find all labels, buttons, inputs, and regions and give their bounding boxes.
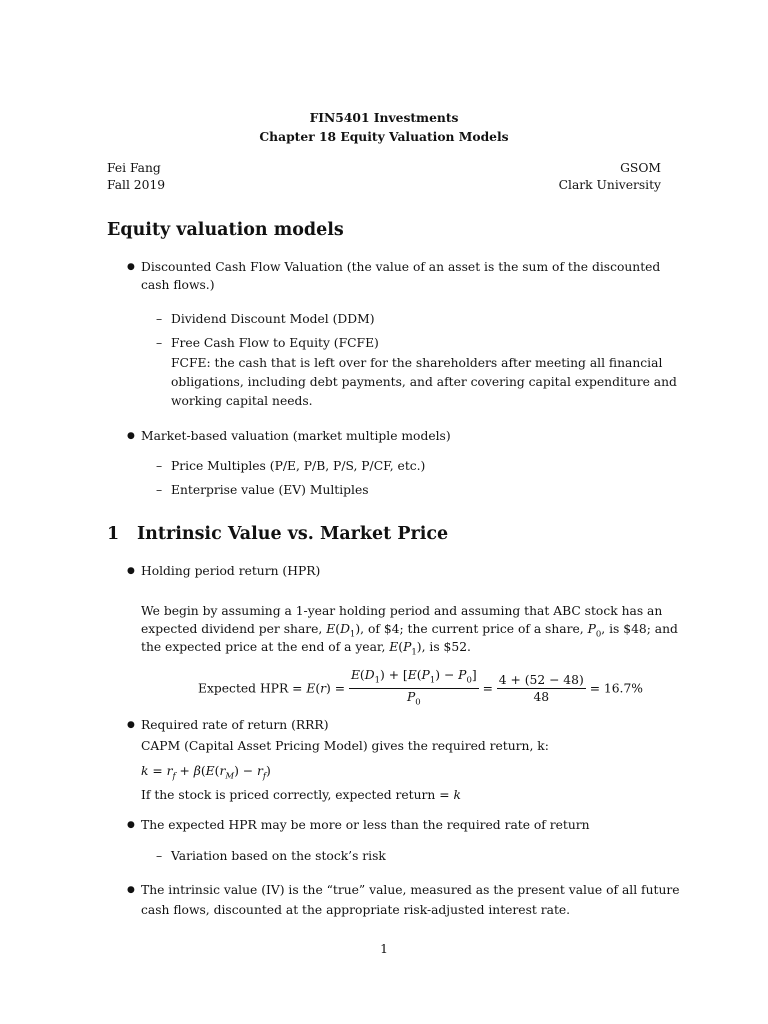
ddm-item: Dividend Discount Model (DDM) [171, 312, 375, 326]
section-heading: Intrinsic Value vs. Market Price [137, 524, 449, 544]
fcfe-definition-line1: FCFE: the cash that is left over for the shareholders after meeting all financial [171, 356, 663, 370]
bullet-icon: ● [127, 262, 135, 272]
bullet-icon: ● [127, 566, 135, 576]
ev-multiples-item: Enterprise value (EV) Multiples [171, 483, 369, 497]
bullet-icon: ● [127, 720, 135, 730]
iv-bullet-line2: cash flows, discounted at the appropriate risk-adjusted interest rate. [141, 903, 571, 917]
section-heading: Equity valuation models [107, 220, 344, 240]
dash-icon: – [156, 336, 163, 350]
university: Clark University [558, 178, 661, 192]
course-title: FIN5401 Investments [309, 110, 459, 125]
capm-line: CAPM (Capital Asset Pricing Model) gives the required return, k: [141, 739, 549, 753]
hpr-vs-rrr-bullet: The expected HPR may be more or less than the required rate of return [141, 818, 590, 832]
fcfe-definition-line3: working capital needs. [171, 394, 313, 408]
rrr-bullet: Required rate of return (RRR) [141, 718, 329, 732]
term: Fall 2019 [107, 178, 166, 192]
paragraph-line3: the expected price at the end of a year, $E(P_1)$, is $52. [141, 640, 471, 658]
bullet-icon: ● [127, 820, 135, 830]
market-bullet: Market-based valuation (market multiple models) [141, 429, 451, 443]
section-number: 1 [107, 524, 120, 544]
hpr-bullet: Holding period return (HPR) [141, 564, 321, 578]
fcfe-definition-line2: obligations, including debt payments, and after covering capital expenditure and [171, 375, 677, 389]
fraction-1: $\frac{E(D_1) + [E(P_1) - P_0]}{P_0}$ [350, 668, 477, 708]
fcfe-item: Free Cash Flow to Equity (FCFE) [171, 336, 379, 350]
price-multiples-item: Price Multiples (P/E, P/B, P/S, P/CF, etc.) [171, 459, 426, 473]
bullet-icon: ● [127, 431, 135, 441]
dash-icon: – [156, 459, 163, 473]
bullet-icon: ● [127, 885, 135, 895]
variation-item: Variation based on the stock’s risk [171, 849, 386, 863]
chapter-title: Chapter 18 Equity Valuation Models [259, 129, 509, 144]
school: GSOM [620, 161, 661, 175]
hpr-equation: Expected HPR = E(r) = $\frac{E(D_1) + [E(P_1) - P_0]}{P_0}$ = $\frac{4 + (52 - 48)}{48}$ = 16.7% [198, 667, 643, 711]
paragraph-line2: expected dividend per share, $E(D_1)$, of $4; the current price of a share, $P_0$, is $48; and [141, 622, 678, 640]
dash-icon: – [156, 483, 163, 497]
page-number: 1 [380, 942, 388, 956]
dash-icon: – [156, 312, 163, 326]
dcf-bullet-line1: Discounted Cash Flow Valuation (the value of an asset is the sum of the discounted [141, 260, 661, 274]
priced-correctly-line: If the stock is priced correctly, expected return = k [141, 788, 461, 802]
dcf-bullet-line2: cash flows.) [141, 278, 215, 292]
capm-formula: $k = r_f + \beta(E(r_M) - r_f)$ [141, 764, 271, 782]
iv-bullet-line1: The intrinsic value (IV) is the “true” value, measured as the present value of all future [141, 883, 680, 897]
author: Fei Fang [107, 161, 161, 175]
dash-icon: – [156, 849, 163, 863]
paragraph-line1: We begin by assuming a 1-year holding period and assuming that ABC stock has an [141, 604, 663, 618]
fraction-2: $\frac{4 + (52 - 48)}{48}$ [498, 673, 584, 705]
